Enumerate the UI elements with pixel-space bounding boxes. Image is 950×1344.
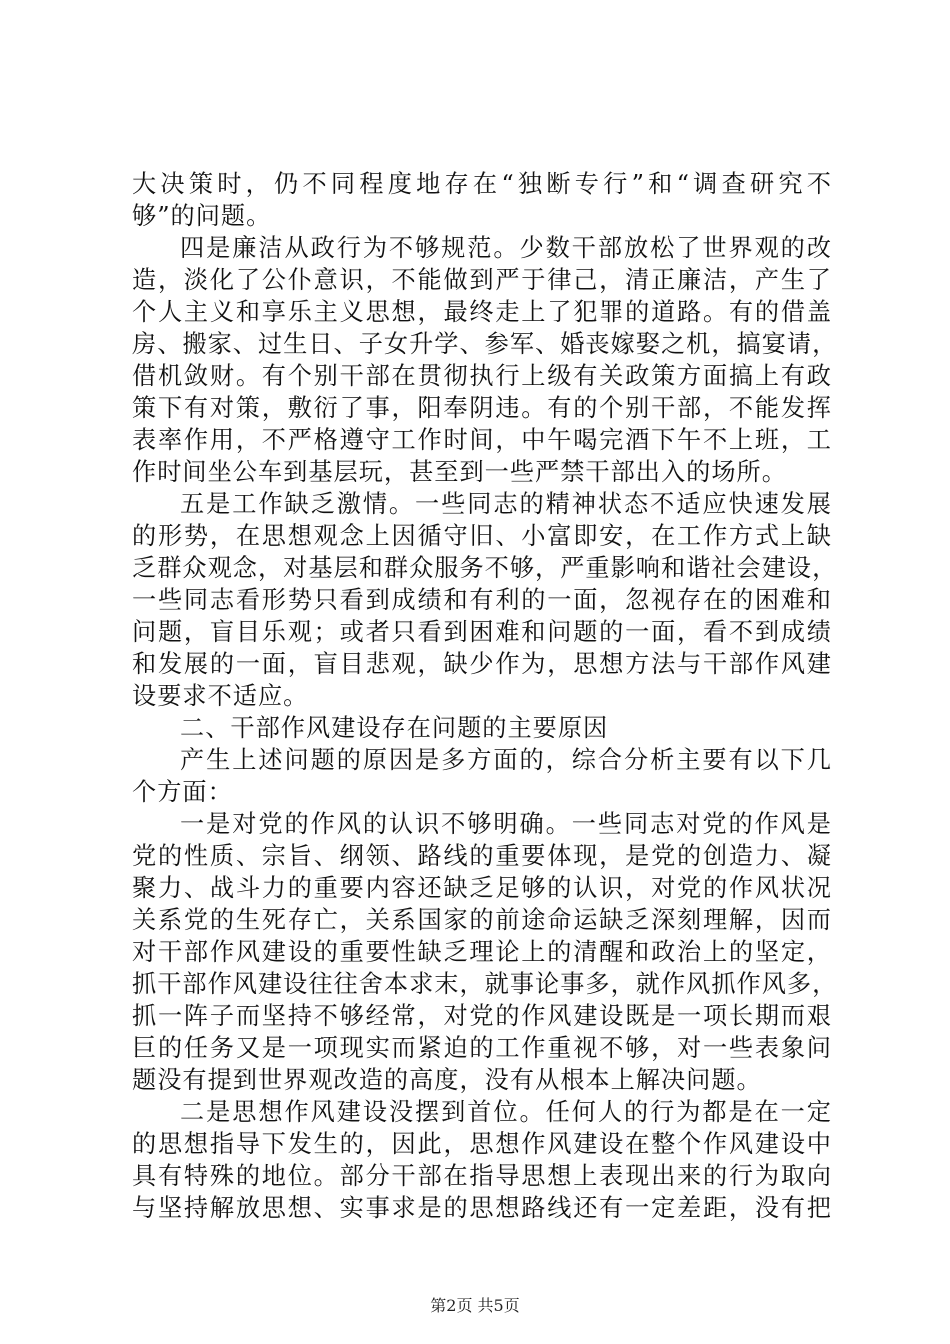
text-line: 聚力、战斗力的重要内容还缺乏足够的认识，对党的作风状况	[132, 874, 832, 902]
paragraph-start-line: 一是对党的作风的认识不够明确。一些同志对党的作风是	[180, 810, 832, 838]
text-line: 的思想指导下发生的，因此，思想作风建设在整个作风建设中	[132, 1130, 832, 1158]
text-line: 一些同志看形势只看到成绩和有利的一面，忽视存在的困难和	[132, 586, 832, 614]
document-body	[132, 168, 838, 1224]
text-line: 巨的任务又是一项现实而紧迫的工作重视不够，对一些表象问	[132, 1034, 832, 1062]
text-line: 关系党的生死存亡，关系国家的前途命运缺乏深刻理解，因而	[132, 906, 832, 934]
paragraph-start-line: 五是工作缺乏激情。一些同志的精神状态不适应快速发展	[180, 490, 832, 518]
text-line: 够”的问题。	[132, 202, 272, 230]
text-line: 抓干部作风建设往往舍本求末，就事论事多，就作风抓作风多，	[132, 970, 838, 998]
text-line: 大决策时，仍不同程度地存在“独断专行”和“调查研究不	[132, 170, 832, 198]
text-line: 抓一阵子而坚持不够经常，对党的作风建设既是一项长期而艰	[132, 1002, 832, 1030]
section-heading: 二、干部作风建设存在问题的主要原因	[180, 714, 609, 742]
text-line: 题没有提到世界观改造的高度，没有从根本上解决问题。	[132, 1066, 762, 1094]
text-line: 对干部作风建设的重要性缺乏理论上的清醒和政治上的坚定，	[132, 938, 832, 966]
text-line: 的形势，在思想观念上因循守旧、小富即安，在工作方式上缺	[132, 522, 832, 550]
text-line: 与坚持解放思想、实事求是的思想路线还有一定差距，没有把	[132, 1194, 832, 1222]
text-line: 作时间坐公车到基层玩，甚至到一些严禁干部出入的场所。	[132, 458, 787, 486]
text-line: 设要求不适应。	[132, 682, 309, 710]
text-line: 问题，盲目乐观；或者只看到困难和问题的一面，看不到成绩	[132, 618, 832, 646]
text-line: 党的性质、宗旨、纲领、路线的重要体现，是党的创造力、凝	[132, 842, 832, 870]
text-line: 策下有对策，敷衍了事，阳奉阴违。有的个别干部，不能发挥	[132, 394, 832, 422]
paragraph-start-line: 产生上述问题的原因是多方面的，综合分析主要有以下几	[180, 746, 832, 774]
paragraph-start-line: 二是思想作风建设没摆到首位。任何人的行为都是在一定	[180, 1098, 832, 1126]
text-line: 乏群众观念，对基层和群众服务不够，严重影响和谐社会建设，	[132, 554, 838, 582]
text-line: 房、搬家、过生日、子女升学、参军、婚丧嫁娶之机，搞宴请，	[132, 330, 838, 358]
page-footer: 第2页 共5页	[430, 1296, 520, 1315]
text-line: 表率作用，不严格遵守工作时间，中午喝完酒下午不上班，工	[132, 426, 832, 454]
text-line: 和发展的一面，盲目悲观，缺少作为，思想方法与干部作风建	[132, 650, 832, 678]
text-line: 个人主义和享乐主义思想，最终走上了犯罪的道路。有的借盖	[132, 298, 832, 326]
text-line: 个方面：	[132, 778, 233, 806]
paragraph-start-line: 四是廉洁从政行为不够规范。少数干部放松了世界观的改	[180, 234, 832, 262]
text-line: 造，淡化了公仆意识，不能做到严于律己，清正廉洁，产生了	[132, 266, 832, 294]
text-line: 借机敛财。有个别干部在贯彻执行上级有关政策方面搞上有政	[132, 362, 832, 390]
text-line: 具有特殊的地位。部分干部在指导思想上表现出来的行为取向	[132, 1162, 832, 1190]
